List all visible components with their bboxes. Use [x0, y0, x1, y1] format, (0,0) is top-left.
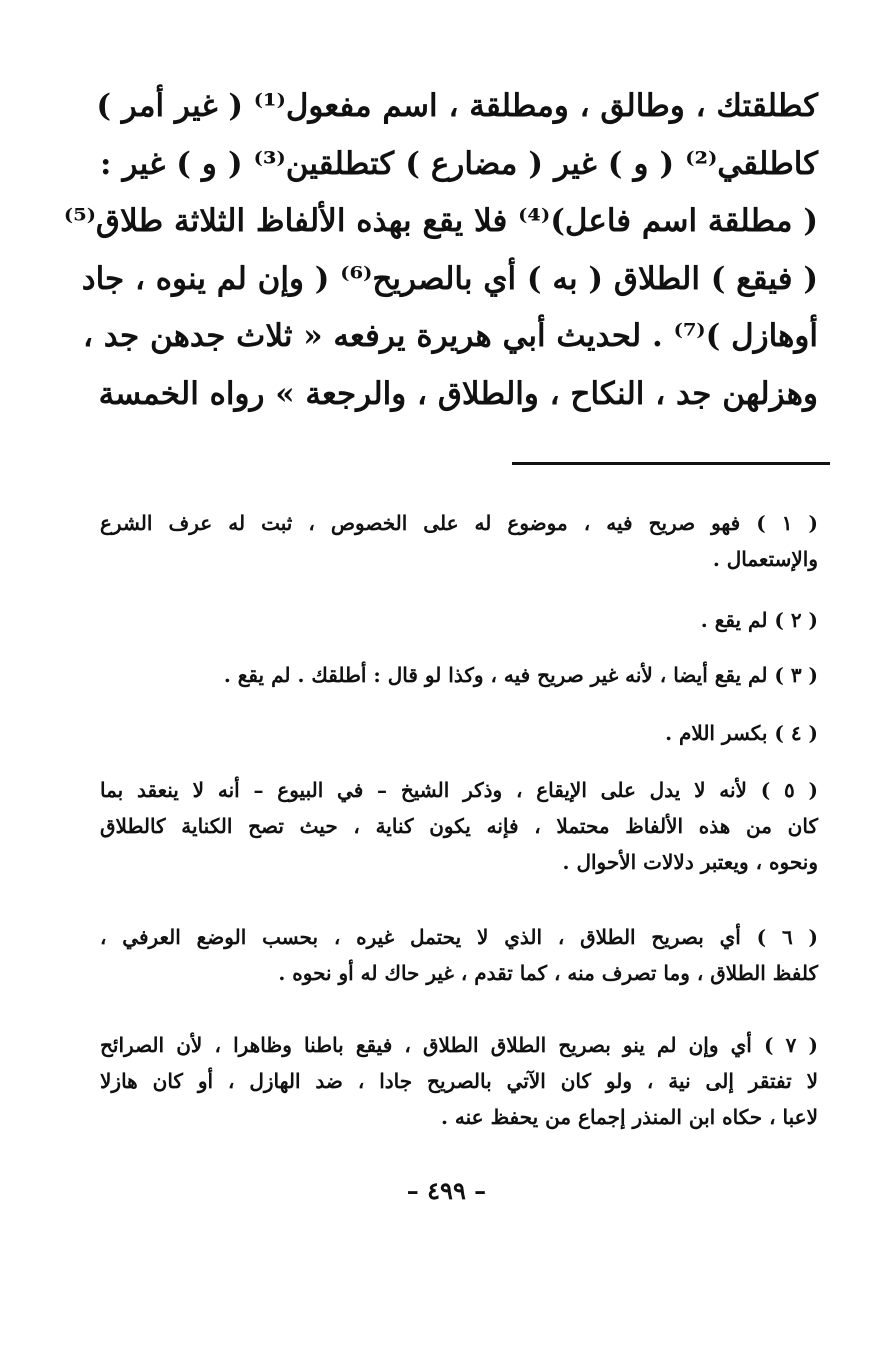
footnote-line: ونحوه ، ويعتبر دلالات الأحوال .: [562, 850, 818, 874]
footnote-line: والإستعمال .: [712, 547, 818, 571]
footnote-line: ( ٧ ) أي وإن لم ينو بصريح الطلاق الطلاق ، فيقع باطنا وظاهرا ، لأن الصرائح: [100, 1033, 818, 1057]
main-text-line: ( مطلقة اسم فاعل)⁽⁴⁾ فلا يقع بهذه الألفاظ الثلاثة طلاق⁽⁵⁾: [63, 203, 818, 239]
footnote-divider: [512, 462, 830, 465]
main-text-block: [63, 78, 818, 423]
footnote-6: [100, 919, 818, 991]
main-text-line: وهزلهن جد ، النكاح ، والطلاق ، والرجعة » رواه الخمسة: [98, 375, 818, 412]
footnote-line: لا تفتقر إلى نية ، ولو كان الآتي بالصريح جادا ، ضد الهازل ، أو كان هازلا: [100, 1069, 818, 1093]
footnote-7: [100, 1027, 818, 1135]
main-text-line: أوهازل )⁽⁷⁾ . لحديث أبي هريرة يرفعه « ثلاث جدهن جد ،: [82, 318, 818, 354]
main-text-line: كاطلقي⁽²⁾ ( و ) غير ( مضارع ) كتطلقين⁽³⁾ ( و ) غير :: [100, 145, 818, 182]
footnote-3: [100, 657, 818, 693]
footnote-5: [100, 772, 818, 880]
main-text-line: كطلقتك ، وطالق ، ومطلقة ، اسم مفعول⁽¹⁾ ( غير أمر ): [96, 88, 818, 124]
footnote-line: لاعبا ، حكاه ابن المنذر إجماع من يحفظ عنه .: [440, 1105, 818, 1129]
footnote-4: [100, 715, 818, 751]
page-number: – ٤٩٩ –: [406, 1176, 487, 1205]
footnote-line: ( ١ ) فهو صريح فيه ، موضوع له على الخصوص ، ثبت له عرف الشرع: [100, 511, 818, 535]
footnote-2: [100, 602, 818, 638]
footnote-line: ( ٤ ) بكسر اللام .: [665, 721, 818, 745]
footnote-line: ( ٥ ) لأنه لا يدل على الإيقاع ، وذكر الشيخ – في البيوع – أنه لا ينعقد بما: [100, 778, 818, 802]
footnote-line: ( ٣ ) لم يقع أيضا ، لأنه غير صريح فيه ، وكذا لو قال : أطلقك . لم يقع .: [223, 663, 818, 687]
footnote-line: ( ٢ ) لم يقع .: [700, 608, 818, 632]
footnote-line: كلفظ الطلاق ، وما تصرف منه ، كما تقدم ، غير حاك له أو نحوه .: [278, 961, 818, 985]
footnote-1: [100, 505, 818, 577]
footnote-line: كان من هذه الألفاظ محتملا ، فإنه يكون كناية ، حيث تصح الكناية كالطلاق: [100, 814, 818, 838]
main-text-line: ( فيقع ) الطلاق ( به ) أي بالصريح⁽⁶⁾ ( وإن لم ينوه ، جاد: [81, 260, 818, 297]
footnote-line: ( ٦ ) أي بصريح الطلاق ، الذي لا يحتمل غيره ، بحسب الوضع العرفي ،: [100, 925, 818, 949]
